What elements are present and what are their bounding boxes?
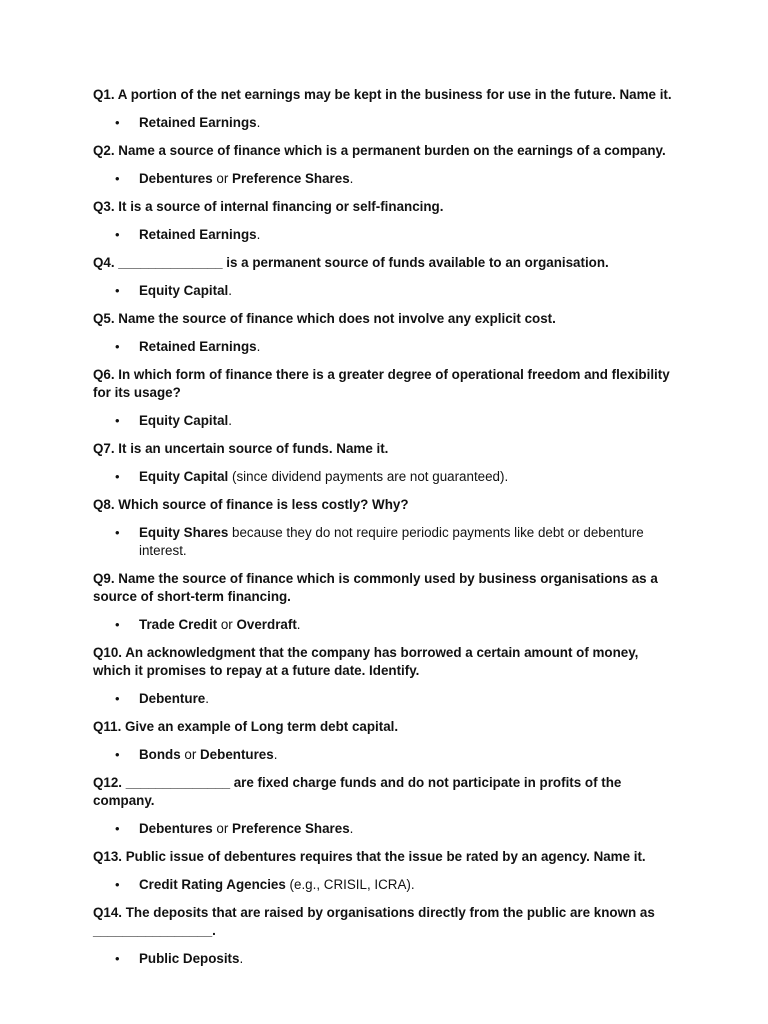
- qa-item: [93, 440, 675, 486]
- bullet-icon: •: [115, 171, 120, 186]
- answer-list: [93, 338, 675, 356]
- answer-item: [139, 282, 675, 300]
- answer-text: or: [180, 747, 201, 762]
- answer-list: [93, 468, 675, 486]
- answer-term: Debentures: [139, 821, 213, 836]
- answer-item: [139, 170, 675, 188]
- question-text: Q1. A portion of the net earnings may be kept in the business for use in the future. Name it.: [93, 87, 672, 102]
- question-text: Q10. An acknowledgment that the company has borrowed a certain amount of money, which it promises to repay at a future date. Identify.: [93, 645, 639, 678]
- bullet-icon: •: [115, 525, 120, 540]
- answer-item: [139, 524, 675, 560]
- answer-term: Debenture: [139, 691, 206, 706]
- answer-term: Trade Credit: [139, 617, 218, 632]
- answer-text: .: [256, 227, 261, 242]
- question-text: Q12. ______________ are fixed charge funds and do not participate in profits of the company.: [93, 775, 622, 808]
- qa-item: [93, 644, 675, 708]
- qa-item: [93, 366, 675, 430]
- answer-term: Retained Earnings: [139, 227, 257, 242]
- answer-item: [139, 412, 675, 430]
- answer-item: [139, 876, 675, 894]
- bullet-icon: •: [115, 413, 120, 428]
- answer-text: .: [228, 283, 233, 298]
- qa-item: [93, 904, 675, 968]
- bullet-icon: •: [115, 821, 120, 836]
- answer-text: .: [349, 171, 354, 186]
- answer-text: because they do not require periodic payments like debt or debenture interest.: [139, 525, 644, 558]
- question-text: Q9. Name the source of finance which is commonly used by business organisations as a source of short-term financing.: [93, 571, 658, 604]
- answer-list: [93, 524, 675, 560]
- question-text: Q7. It is an uncertain source of funds. Name it.: [93, 441, 389, 456]
- answer-term: Preference Shares: [232, 171, 350, 186]
- bullet-icon: •: [115, 691, 120, 706]
- answer-term: Retained Earnings: [139, 339, 257, 354]
- question-text: Q8. Which source of finance is less costly? Why?: [93, 497, 409, 512]
- bullet-icon: •: [115, 339, 120, 354]
- question-text: Q2. Name a source of finance which is a permanent burden on the earnings of a company.: [93, 143, 666, 158]
- question-text: Q11. Give an example of Long term debt capital.: [93, 719, 399, 734]
- bullet-icon: •: [115, 747, 120, 762]
- qa-item: [93, 496, 675, 560]
- qa-item: [93, 848, 675, 894]
- answer-text: .: [239, 951, 244, 966]
- answer-term: Equity Capital: [139, 469, 229, 484]
- answer-list: [93, 690, 675, 708]
- answer-item: [139, 820, 675, 838]
- answer-text: or: [217, 617, 237, 632]
- bullet-icon: •: [115, 227, 120, 242]
- question-text: Q5. Name the source of finance which does not involve any explicit cost.: [93, 311, 556, 326]
- answer-term: Bonds: [139, 747, 181, 762]
- answer-text: .: [228, 413, 233, 428]
- bullet-icon: •: [115, 877, 120, 892]
- answer-list: [93, 226, 675, 244]
- bullet-icon: •: [115, 115, 120, 130]
- qa-item: [93, 570, 675, 634]
- answer-list: [93, 820, 675, 838]
- qa-item: [93, 198, 675, 244]
- bullet-icon: •: [115, 951, 120, 966]
- question-text: Q4. ______________ is a permanent source of funds available to an organisation.: [93, 255, 609, 270]
- answer-text: or: [212, 821, 233, 836]
- answer-item: [139, 468, 675, 486]
- question-text: Q3. It is a source of internal financing or self-financing.: [93, 199, 444, 214]
- answer-item: [139, 950, 675, 968]
- answer-item: [139, 226, 675, 244]
- answer-list: [93, 876, 675, 894]
- bullet-icon: •: [115, 469, 120, 484]
- answer-item: [139, 338, 675, 356]
- answer-term: Equity Shares: [139, 525, 229, 540]
- answer-term: Preference Shares: [232, 821, 350, 836]
- answer-item: [139, 690, 675, 708]
- answer-term: Credit Rating Agencies: [139, 877, 286, 892]
- answer-list: [93, 114, 675, 132]
- answer-item: [139, 114, 675, 132]
- qa-item: [93, 774, 675, 838]
- answer-item: [139, 746, 675, 764]
- answer-item: [139, 616, 675, 634]
- question-text: Q13. Public issue of debentures requires that the issue be rated by an agency. Name it.: [93, 849, 646, 864]
- answer-term: Retained Earnings: [139, 115, 257, 130]
- question-text: Q6. In which form of finance there is a greater degree of operational freedom and flexibility for its usage?: [93, 367, 670, 400]
- answer-text: .: [349, 821, 354, 836]
- answer-term: Overdraft: [236, 617, 297, 632]
- answer-text: (e.g., CRISIL, ICRA).: [285, 877, 415, 892]
- qa-item: [93, 718, 675, 764]
- answer-list: [93, 950, 675, 968]
- answer-list: [93, 746, 675, 764]
- answer-list: [93, 282, 675, 300]
- answer-list: [93, 170, 675, 188]
- bullet-icon: •: [115, 283, 120, 298]
- answer-text: .: [256, 339, 261, 354]
- answer-text: .: [205, 691, 209, 706]
- answer-term: Equity Capital: [139, 283, 229, 298]
- answer-term: Equity Capital: [139, 413, 229, 428]
- answer-term: Public Deposits: [139, 951, 240, 966]
- answer-term: Debentures: [200, 747, 274, 762]
- bullet-icon: •: [115, 617, 120, 632]
- qa-item: [93, 86, 675, 132]
- qa-item: [93, 254, 675, 300]
- answer-text: .: [256, 115, 261, 130]
- answer-term: Debentures: [139, 171, 213, 186]
- question-text: Q14. The deposits that are raised by organisations directly from the public are known as ________________.: [93, 905, 655, 938]
- answer-text: (since dividend payments are not guaranteed).: [228, 469, 509, 484]
- answer-text: or: [212, 171, 233, 186]
- answer-text: .: [296, 617, 301, 632]
- answer-list: [93, 616, 675, 634]
- answer-text: .: [273, 747, 278, 762]
- qa-item: [93, 310, 675, 356]
- qa-item: [93, 142, 675, 188]
- answer-list: [93, 412, 675, 430]
